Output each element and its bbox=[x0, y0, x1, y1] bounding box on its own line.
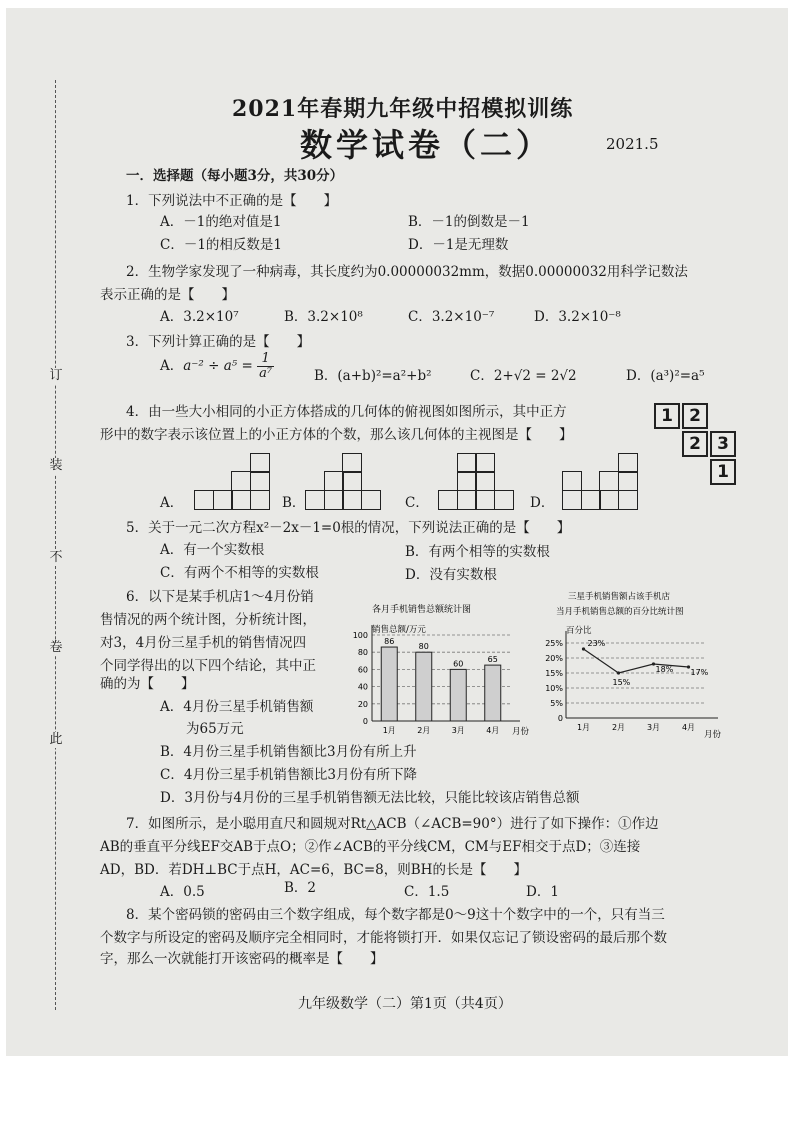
q6-stem-2: 售情况的两个统计图，分析统计图， bbox=[100, 612, 316, 628]
q6-option-b: B．4月份三星手机销售额比3月份有所上升 bbox=[160, 744, 417, 760]
line-ytick-label: 15% bbox=[545, 669, 563, 678]
q3-option-a bbox=[160, 352, 274, 381]
cube-square bbox=[618, 453, 638, 473]
q3-option-a-lhs: a⁻² ÷ a⁵ = bbox=[183, 358, 253, 374]
bar-chart-xlabel: 月份 bbox=[512, 727, 530, 737]
bar-ytick-label: 60 bbox=[357, 665, 368, 675]
line-value-label: 15% bbox=[612, 678, 631, 687]
q1-stem: 1．下列说法中不正确的是【 】 bbox=[126, 193, 338, 209]
cube-square bbox=[324, 471, 344, 491]
exam-title: 数学试卷（二） bbox=[300, 126, 553, 164]
bar bbox=[485, 665, 501, 721]
q3-fraction-denominator: a⁷ bbox=[259, 366, 273, 381]
line-xtick-label: 2月 bbox=[611, 723, 626, 732]
line-chart-plot bbox=[545, 631, 718, 732]
cube-square bbox=[475, 490, 495, 510]
margin-char: 卷 bbox=[46, 640, 66, 656]
q6-stem-4: 个同学得出的以下四个结论，其中正 bbox=[100, 658, 316, 674]
bar-chart bbox=[342, 603, 538, 743]
bar-value-label: 65 bbox=[487, 655, 498, 665]
q7-option-a: A．0.5 bbox=[160, 884, 205, 900]
line-xtick-label: 3月 bbox=[646, 723, 661, 732]
line-xtick-label: 4月 bbox=[681, 723, 696, 732]
line-chart-xlabel: 月份 bbox=[704, 730, 722, 740]
bar-ytick-label: 20 bbox=[357, 699, 368, 709]
bar-value-label: 86 bbox=[384, 637, 395, 647]
cube-square bbox=[475, 471, 495, 491]
bar bbox=[450, 669, 466, 721]
section-heading: 一．选择题（每小题3分，共30分） bbox=[126, 168, 344, 184]
cube-square bbox=[562, 471, 582, 491]
cube-square bbox=[618, 490, 638, 510]
top-view-cell: 3 bbox=[710, 431, 736, 457]
binding-margin bbox=[50, 80, 62, 1010]
line-chart bbox=[540, 590, 730, 740]
cube-square bbox=[581, 490, 601, 510]
q6-stem-5: 确的为【 】 bbox=[100, 676, 195, 692]
cube-square bbox=[475, 453, 495, 473]
cube-square bbox=[194, 490, 214, 510]
q2-option-b: B．3.2×10⁸ bbox=[284, 309, 363, 325]
line-ytick-label: 10% bbox=[545, 684, 563, 693]
q8-stem-1: 8．某个密码锁的密码由三个数字组成，每个数字都是0～9这十个数字中的一个，只有当三 bbox=[126, 907, 665, 923]
q7-stem-1: 7．如图所示，是小聪用直尺和圆规对Rt△ACB（∠ACB=90°）进行了如下操作：①作边 bbox=[126, 816, 659, 832]
bar-chart-ylabel: 销售总额/万元 bbox=[372, 625, 426, 635]
cube-square bbox=[457, 490, 477, 510]
q3-option-a-label: A． bbox=[160, 358, 184, 374]
q4-option-b: B． bbox=[282, 495, 306, 511]
bar-value-label: 60 bbox=[453, 659, 464, 669]
cube-square bbox=[438, 490, 458, 510]
top-view-cell: 1 bbox=[654, 403, 680, 429]
cube-square bbox=[457, 471, 477, 491]
q1-option-b: B．－1的倒数是－1 bbox=[408, 214, 530, 230]
q6-stem-1: 6．以下是某手机店1～4月份销 bbox=[126, 589, 314, 605]
q4-stem: 4．由一些大小相同的小正方体搭成的几何体的俯视图如图所示，其中正方 bbox=[126, 404, 567, 420]
q6-option-a-cont: 为65万元 bbox=[186, 721, 244, 737]
bar-xtick-label: 2月 bbox=[417, 726, 431, 735]
cube-square bbox=[324, 490, 344, 510]
margin-char: 此 bbox=[46, 732, 66, 748]
bar bbox=[416, 652, 432, 721]
margin-char: 不 bbox=[46, 550, 66, 566]
line-value-label: 23% bbox=[587, 639, 606, 648]
line-chart-title: 三星手机销售额占该手机店 bbox=[568, 592, 671, 602]
line-point bbox=[617, 671, 620, 674]
q2-option-d: D．3.2×10⁻⁸ bbox=[534, 309, 621, 325]
cube-square bbox=[342, 490, 362, 510]
bar bbox=[381, 647, 397, 721]
bar-ytick-label: 40 bbox=[357, 682, 368, 692]
line-ytick-label: 25% bbox=[545, 639, 563, 648]
exam-series-title: 2021年春期九年级中招模拟训练 bbox=[232, 96, 574, 122]
line-ytick-label: 5% bbox=[550, 699, 563, 708]
cube-square bbox=[231, 490, 251, 510]
q7-option-b: B．2 bbox=[284, 880, 317, 896]
line-ytick-label: 20% bbox=[545, 654, 563, 663]
bar-ytick-label: 80 bbox=[357, 648, 368, 658]
cube-square bbox=[562, 490, 582, 510]
q4-option-a: A． bbox=[160, 495, 184, 511]
cube-square bbox=[250, 471, 270, 491]
q1-option-a: A．－1的绝对值是1 bbox=[160, 214, 282, 230]
cube-square bbox=[305, 490, 325, 510]
q4-option-d: D． bbox=[530, 495, 555, 511]
page-footer: 九年级数学（二）第1页（共4页） bbox=[298, 996, 512, 1012]
cube-square bbox=[618, 471, 638, 491]
cube-square bbox=[599, 471, 619, 491]
line-point bbox=[582, 647, 585, 650]
q3-option-d: D．(a³)²=a⁵ bbox=[626, 368, 705, 384]
line-value-label: 18% bbox=[655, 665, 674, 674]
q6-option-d: D．3月份与4月份的三星手机销售额无法比较，只能比较该店销售总额 bbox=[160, 790, 580, 806]
q5-option-d: D．没有实数根 bbox=[405, 567, 497, 583]
bar-ytick-label: 100 bbox=[352, 631, 368, 640]
top-view-cell: 2 bbox=[682, 431, 708, 457]
q7-option-c: C．1.5 bbox=[404, 884, 450, 900]
top-view-cell: 1 bbox=[710, 459, 736, 485]
q3-fraction-numerator: 1 bbox=[257, 352, 274, 367]
cube-square bbox=[457, 453, 477, 473]
q3-option-c: C．2+√2 = 2√2 bbox=[470, 368, 577, 384]
q5-option-b: B．有两个相等的实数根 bbox=[405, 544, 550, 560]
cube-square bbox=[250, 490, 270, 510]
q3-option-b: B．(a+b)²=a²+b² bbox=[314, 368, 432, 384]
cube-square bbox=[231, 471, 251, 491]
q2-option-c: C．3.2×10⁻⁷ bbox=[408, 309, 495, 325]
q5-stem: 5．关于一元二次方程x²－2x－1=0根的情况，下列说法正确的是【 】 bbox=[126, 520, 571, 536]
cube-square bbox=[361, 490, 381, 510]
bar-value-label: 80 bbox=[418, 642, 429, 652]
q6-stem-3: 对3，4月份三星手机的销售情况四 bbox=[100, 635, 307, 651]
q5-option-c: C．有两个不相等的实数根 bbox=[160, 565, 319, 581]
cube-square bbox=[342, 453, 362, 473]
bar-xtick-label: 3月 bbox=[451, 726, 465, 735]
q4-stem-cont: 形中的数字表示该位置上的小正方体的个数，那么该几何体的主视图是【 】 bbox=[100, 427, 573, 443]
line-chart-title-2: 当月手机销售总额的百分比统计图 bbox=[556, 607, 684, 617]
q7-option-d: D．1 bbox=[526, 884, 559, 900]
bar-chart-plot bbox=[353, 625, 520, 735]
q3-fraction bbox=[257, 352, 274, 381]
margin-char: 订 bbox=[46, 368, 66, 384]
q7-stem-2: AB的垂直平分线EF交AB于点O；②作∠ACB的平分线CM，CM与EF相交于点D；③连接 bbox=[100, 839, 641, 855]
q7-stem-3: AD，BD．若DH⊥BC于点H，AC=6，BC=8，则BH的长是【 】 bbox=[100, 862, 527, 878]
cube-square bbox=[342, 471, 362, 491]
bar-xtick-label: 4月 bbox=[486, 726, 500, 735]
cube-square bbox=[599, 490, 619, 510]
q5-option-a: A．有一个实数根 bbox=[160, 542, 265, 558]
cube-square bbox=[250, 453, 270, 473]
q2-option-a: A．3.2×10⁷ bbox=[160, 309, 239, 325]
line-chart-ylabel: 百分比 bbox=[566, 626, 592, 636]
q2-stem-cont: 表示正确的是【 】 bbox=[100, 287, 235, 303]
q4-option-c: C． bbox=[405, 495, 429, 511]
binding-line bbox=[55, 80, 56, 1010]
q1-option-c: C．－1的相反数是1 bbox=[160, 237, 283, 253]
q8-stem-3: 字，那么一次就能打开该密码的概率是【 】 bbox=[100, 951, 384, 967]
line-value-label: 17% bbox=[690, 668, 709, 677]
line-ytick-label: 0 bbox=[557, 714, 563, 723]
q3-stem: 3．下列计算正确的是【 】 bbox=[126, 334, 311, 350]
cube-square bbox=[213, 490, 233, 510]
bar-chart-title: 各月手机销售总额统计图 bbox=[372, 605, 472, 615]
q6-option-a: A．4月份三星手机销售额 bbox=[160, 699, 314, 715]
line-xtick-label: 1月 bbox=[576, 723, 591, 732]
q8-stem-2: 个数字与所设定的密码及顺序完全相同时，才能将锁打开．如果仅忘记了锁设密码的最后那个数 bbox=[100, 930, 667, 946]
q1-option-d: D．－1是无理数 bbox=[408, 237, 509, 253]
top-view-cell: 2 bbox=[682, 403, 708, 429]
exam-date: 2021.5 bbox=[606, 135, 659, 153]
q6-option-c: C．4月份三星手机销售额比3月份有所下降 bbox=[160, 767, 418, 783]
margin-char: 装 bbox=[46, 458, 66, 474]
bar-xtick-label: 1月 bbox=[382, 726, 396, 735]
bar-ytick-label: 0 bbox=[362, 717, 368, 726]
cube-square bbox=[494, 490, 514, 510]
q2-stem: 2．生物学家发现了一种病毒，其长度约为0.00000032mm，数据0.00000032用科学记数法 bbox=[126, 264, 688, 280]
